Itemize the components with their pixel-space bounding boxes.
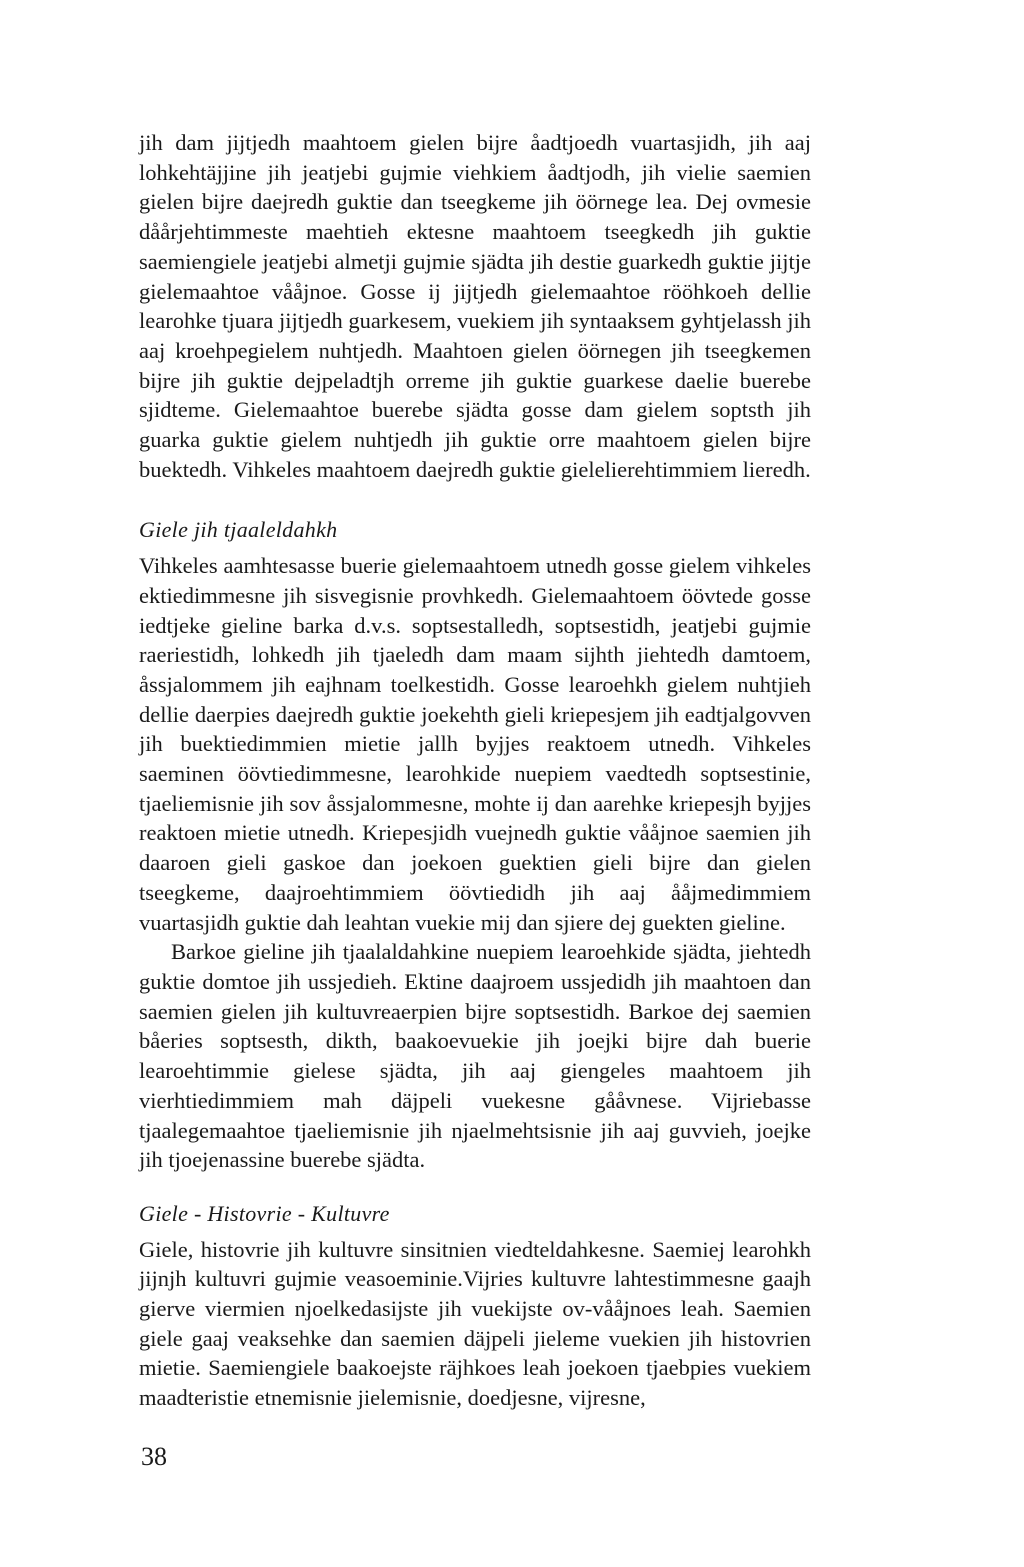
- page-body: [139, 128, 811, 1413]
- body-paragraph: Giele, histovrie jih kultuvre sinsitnien viedteldahkesne. Saemiej learohkh jijnjh kultuvri gujmie veasoeminie.Vijries kultuvre lahtestimmesne gaajh gierve viermien njoelkedasijste jih vuekijste ov-vååjnoes leah. Saemien giele gaaj veaksehke dan saemien däjpeli jieleme vuekien jih histovrien mietie. Saemiengiele baakoejste räjhkoes leah joekoen tjaebpies vuekiem maadteristie etnemisnie jielemisnie, doedjesne, vijresne,: [139, 1236, 811, 1411]
- section-heading-giele-jih-tjaaleldahkh: Giele jih tjaaleldahkh: [139, 517, 338, 543]
- body-paragraph: Barkoe gieline jih tjaalaldahkine nuepiem learoehkide sjädta, jiehtedh guktie domtoe jih ussjedieh. Ektine daajroem ussjedidh jih maahtoen dan saemien gielen jih kultuvreaerpien bijre soptsestidh. Barkoe dej saemien båeries soptsesth, dikth, baakoevuekie jih joejki bijre dah buerie learoehtimmie gielese sjädta, jih aaj giengeles maahtoem jih vierhtiedimmiem mah däjpeli vuekesne gååvnese. Vijriebasse tjaalegemaahtoe tjaeliemisnie jih njaelmehtsisnie jih aaj guvvieh, joejke jih tjoejenassine buerebe sjädta.: [139, 939, 811, 1173]
- body-paragraph: Vihkeles aamhtesasse buerie gielemaahtoem utnedh gosse gielem vihkeles ektiedimmesne jih sisvegisnie provhkedh. Gielemaahtoem öövtede gosse iedtjeke gieline barka d.v.s. soptsestalledh, soptsestidh, jeatjebi gujmie raeriestidh, lohkedh jih tjaeledh dam maam sijhth jiehtedh damtoem, åssjalommem jih eajhnam toelkestidh. Gosse learoehkh gielem nuhtjieh dellie daerpies daejredh guktie joekehth gieli kriepesjem jih eadtjalgovven jih buektiedimmien mietie jallh byjjes reaktoem utnedh. Vihkeles saeminen öövtiedimmesne, learohkide nuepiem vaedtedh soptsestinie, tjaeliemisnie jih sov åssjalommesne, mohte ij dan aarehke kriepesjh byjjes reaktoen mietie utnedh. Kriepesjidh vuejnedh guktie vååjnoe saemien jih daaroen gieli gaskoe dan joekoen guektien gieli bijre dan gielen tseegkeme, daajroehtimmiem öövtiedidh jih aaj ååjmedimmiem vuartasjidh guktie dah leahtan vuekie mij dan sjiere dej guekten gieline.: [139, 553, 811, 935]
- section-heading-giele-histovrie-kultuvre: Giele - Histovrie - Kultuvre: [139, 1200, 390, 1226]
- body-paragraph: jih dam jijtjedh maahtoem gielen bijre åadtjoedh vuartasjidh, jih aaj lohkehtäjjine jih jeatjebi gujmie viehkiem åadtjodh, jih vielie saemien gielen bijre daejredh guktie dan tseegkeme jih öörnege lea. Dej ovmesie dåårjehtimmeste maehtieh ektesne maahtoem tseegkedh jih guktie saemiengiele jeatjebi almetji gujmie sjädta jih destie guarkedh guktie jijtje gielemaahtoe vååjnoe. Gosse ij jijtjedh gielemaahtoe rööhkoeh dellie learohke tjuara jijtjedh guarkesem, vuekiem jih syntaaksem gyhtjelassh jih aaj kroehpegielem nuhtjedh. Maahtoen gielen öörnegen jih tseegkemen bijre jih guktie dejpeladtjh orreme jih guktie guarkese daelie buerebe sjidteme. Gielemaahtoe buerebe sjädta gosse dam gielem soptsth jih guarka guktie gielem nuhtjedh jih guktie orre maahtoem gielen bijre buektedh. Vihkeles maahtoem daejredh guktie gielelierehtimmiem lieredh.: [139, 130, 811, 482]
- page-number: 38: [141, 1442, 167, 1471]
